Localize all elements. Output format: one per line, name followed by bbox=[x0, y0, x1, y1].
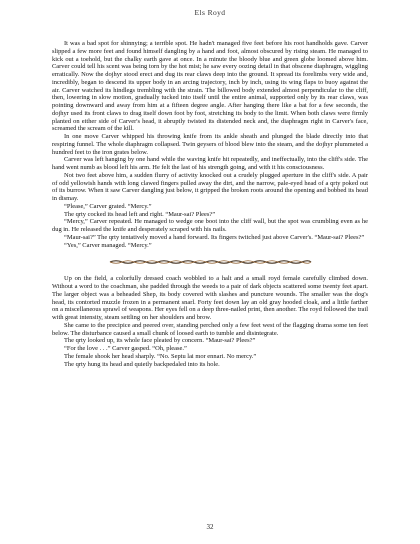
paragraph: Carver was left hanging by one hand while the waving knife hit repeatedly, and ineffectually, into the cliff's side. The hand went numb as blood left his arm. He felt the last of his strength going, and with it his consciousness. bbox=[52, 156, 368, 171]
paragraph: In one move Carver whipped his throwing knife from its ankle sheath and plunged the blade directly into that respiring funnel. The whole diaphragm collapsed. Twin geysers of blood blew into the steam, and the dojhyr plummeted a hundred feet to the iron grates below. bbox=[52, 133, 368, 156]
section-1 bbox=[52, 40, 368, 249]
paragraph: “Mercy,” Carver repeated. He managed to wedge one boot into the cliff wall, but the spot was crumbling even as he dug in. He released the knife and desperately scraped with his nails. bbox=[52, 218, 368, 233]
running-head: Els Royd bbox=[194, 8, 226, 17]
paragraph: The qrty cocked its head left and right. “Maur-sai? Plees?” bbox=[64, 210, 216, 218]
body-text bbox=[52, 40, 368, 368]
section-break-ornament bbox=[52, 253, 368, 270]
paragraph: The qrty hung its head and quietly backpedaled into its hole. bbox=[64, 360, 220, 368]
page-number: 32 bbox=[206, 523, 214, 531]
section-2 bbox=[52, 275, 368, 368]
paragraph: “Please,” Carver grated. “Mercy.” bbox=[64, 202, 152, 210]
paragraph: It was a bad spot for shinnying; a terrible spot. He hadn't managed five feet before his root handholds gave. Carver slipped a few more feet and found himself dangling by a hand and foot, almost obscured by rising steam. He managed to kick out a toehold, but the chalky earth gave at once. In a minute the bloody blue and green globe loomed above him. Carver could tell his scent was being torn by the hot mist; he saw every oozing detail in that obscene diaphragm, wiggling erratically. Now the dojhyr stood erect and dug its rear claws deep into the ground. It spread its forelimbs very wide and, incredibly, began to descend its upper body in an arcing trajectory, inch by inch, using its wing flaps to buoy against the air. Carver watched its hindlegs trembling with the strain. The billowed body extended almost perpendicular to the cliff, then, lowering in slow motion, gradually tucked into itself until the entire animal, supported only by its rear claws, was pointing downward and away from him at a fifteen degree angle. After hanging there like a bat for a few seconds, the dojhyr used its front claws to drag itself down foot by foot, stretching its body to the limit. When both claws were firmly planted on either side of Carver's head, it abruptly twisted its distended neck and, the diaphragm right in Carver's face, screamed the scream of the kill. bbox=[52, 40, 368, 133]
paragraph: “Maur-sai?” The qrty tentatively moved a hand forward. Its fingers twitched just above Carver's. “Maur-sai? Plees?” bbox=[64, 233, 365, 241]
paragraph: The qrty looked up, its whole face pleated by concern. “Maur-sai? Plees?” bbox=[64, 337, 256, 345]
paragraph: The female shook her head sharply. “No. Septu lai mor ennari. No mercy.” bbox=[64, 352, 257, 360]
paragraph: “For the love . . .” Carver gasped. “Oh, please.” bbox=[64, 345, 187, 352]
paragraph: “Yes,” Carver managed. “Mercy.” bbox=[64, 241, 152, 249]
paragraph: Up on the field, a colorfully dressed coach wobbled to a halt and a small royd female carefully climbed down. Without a word to the coachman, she padded through the weeds to a pair of dark objects scattered some twenty feet apart. The larger object was a beheaded Shep, its body covered with slashes and puncture wounds. The smaller was the dog's head, its contorted muzzle frozen in a permanent snarl. Forty feet down lay an old gray hooded cloak, and a little farther on a miscellaneous sprawl of weapons. Her eyes fell on a deep three-nailed print, then another. The royd followed the trail with great intensity, steam settling on her shoulders and brow. bbox=[52, 275, 368, 321]
ornament-divider-icon bbox=[108, 259, 313, 265]
paragraph: Not two feet above him, a sudden flurry of activity knocked out a crudely plugged aperture in the cliff's side. A pair of odd yellowish hands with long clawed fingers pulled away the dirt, and the narrow, pale-eyed head of a qrty poked out of its burrow. When it saw Carver dangling just below, it gripped the broken roots around the opening and bobbed its head in dismay. bbox=[52, 171, 368, 202]
paragraph: She came to the precipice and peered over, standing perched only a few feet west of the flagging drama some ten feet below. The disturbance caused a small chunk of loosed earth to tumble and disintegrate. bbox=[52, 321, 368, 337]
